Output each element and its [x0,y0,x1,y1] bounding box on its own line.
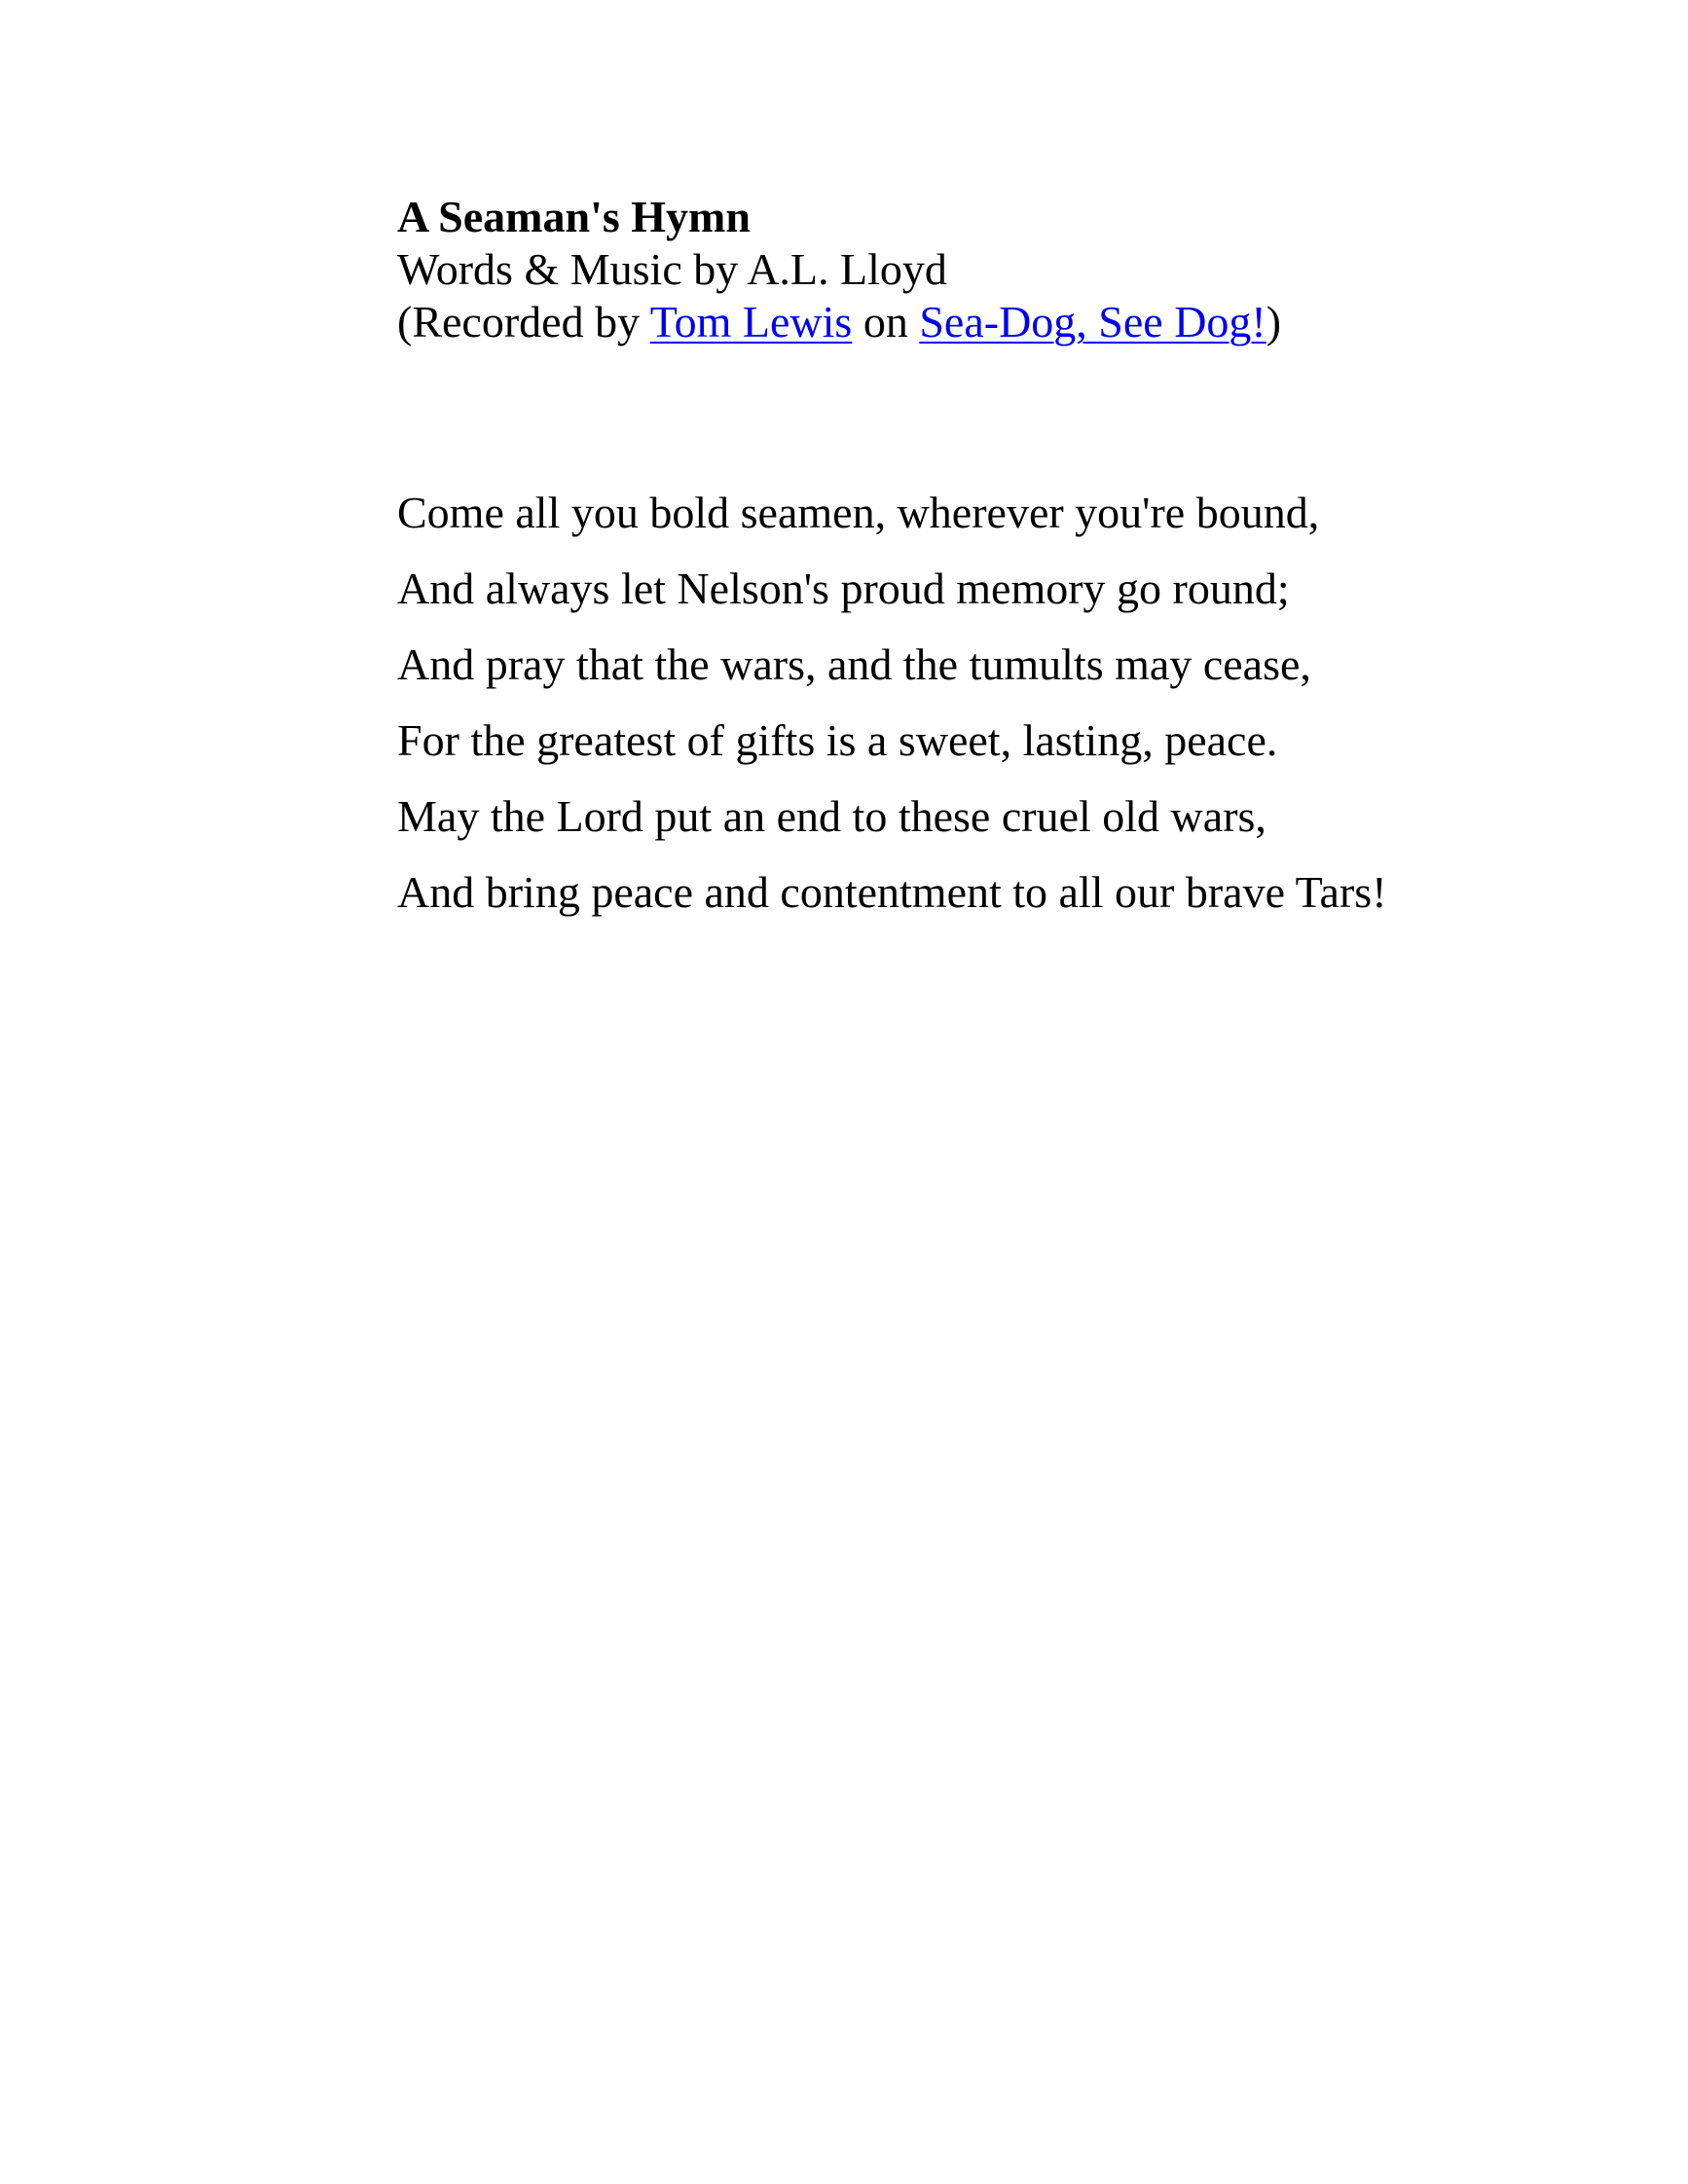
lyrics-block [397,475,1387,930]
recording-info [397,296,1281,348]
song-header [397,191,1281,348]
lyric-line: And bring peace and contentment to all our brave Tars! [397,867,1387,917]
lyric-line: May the Lord put an end to these cruel old wars, [397,791,1266,841]
album-link[interactable]: Sea-Dog, See Dog! [919,297,1266,346]
song-title: A Seaman's Hymn [397,192,751,241]
recording-middle: on [852,297,920,346]
song-credit: Words & Music by A.L. Lloyd [397,244,947,294]
lyric-line: And always let Nelson's proud memory go round; [397,564,1290,613]
recording-prefix: (Recorded by [397,297,650,346]
lyric-line: For the greatest of gifts is a sweet, lasting, peace. [397,715,1278,765]
lyric-line: And pray that the wars, and the tumults may cease, [397,639,1311,689]
artist-link[interactable]: Tom Lewis [649,297,853,346]
lyric-line: Come all you bold seamen, wherever you're bound, [397,488,1320,537]
recording-suffix: ) [1266,297,1282,346]
